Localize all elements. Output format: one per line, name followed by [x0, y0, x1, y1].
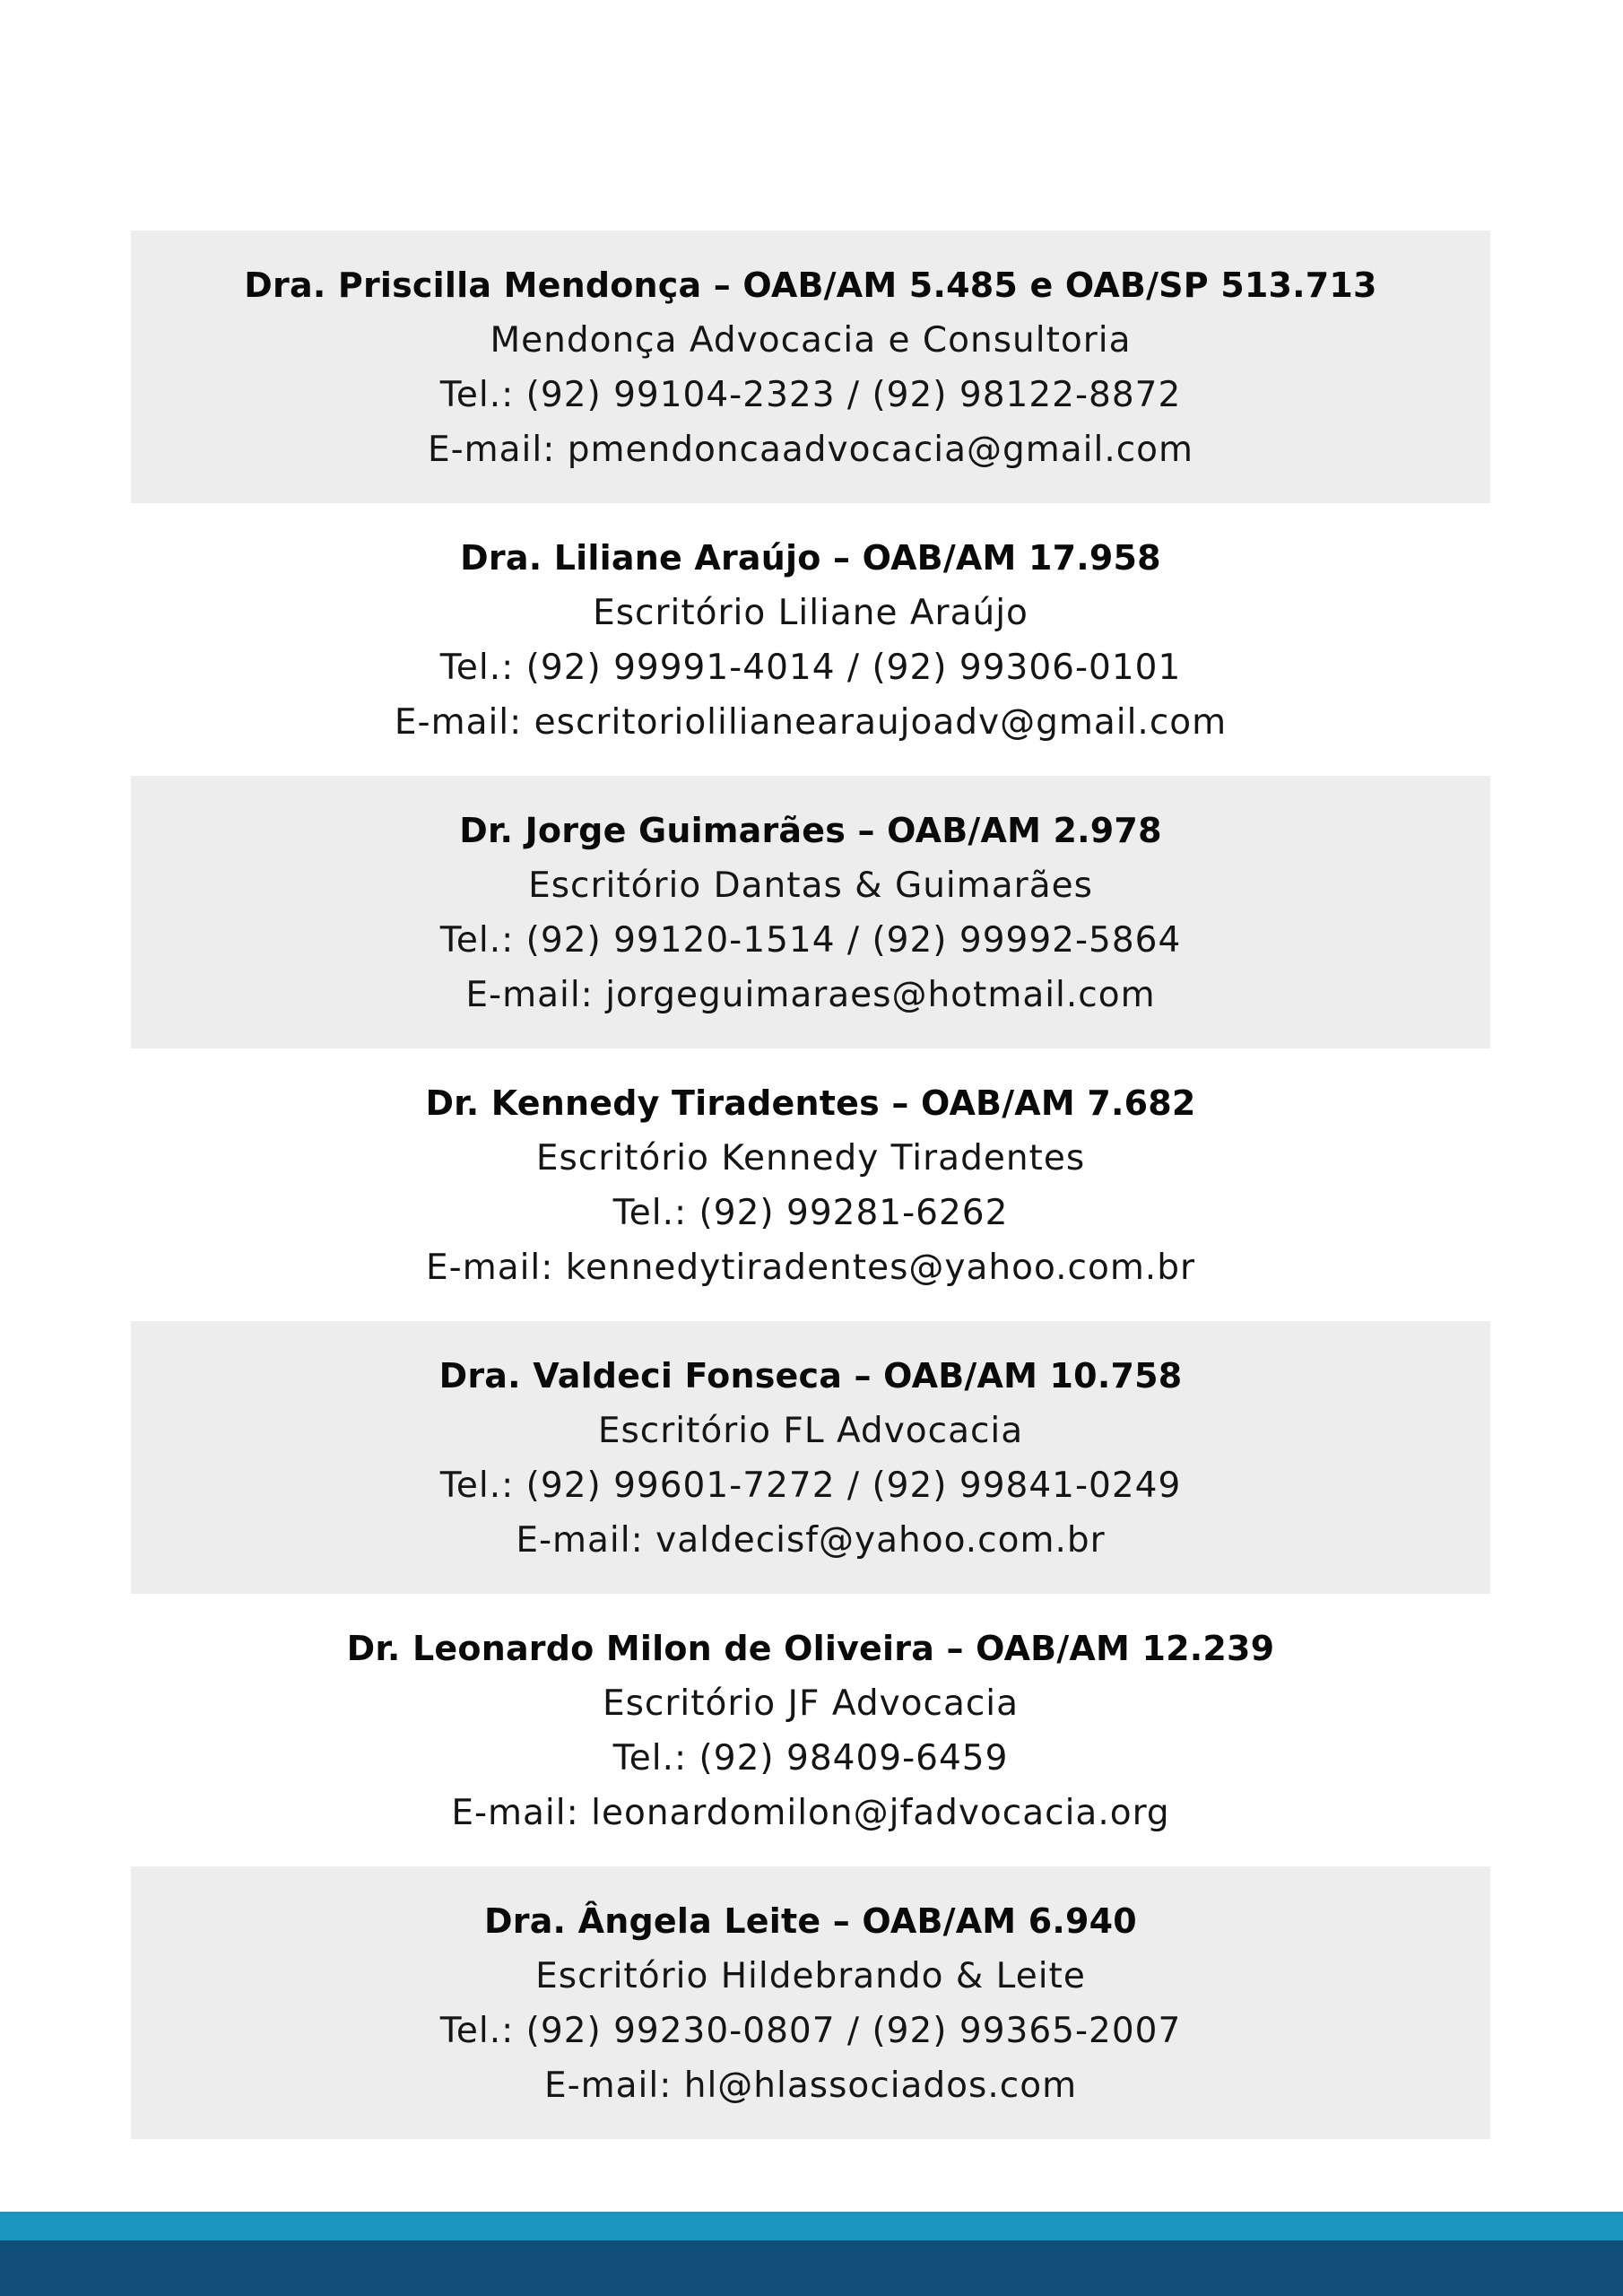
contact-card-liliane-araujo [131, 503, 1490, 776]
contact-phone: Tel.: (92) 99991-4014 / (92) 99306-0101 [439, 648, 1182, 688]
contact-office: Mendonça Advocacia e Consultoria [490, 320, 1132, 361]
contact-name: Dra. Liliane Araújo – OAB/AM 17.958 [460, 538, 1161, 578]
contact-email: E-mail: escritoriolilianearaujoadv@gmail.com [394, 702, 1228, 743]
lawyer-directory [131, 230, 1490, 2139]
contact-email: E-mail: hl@hlassociados.com [543, 2066, 1078, 2106]
contact-office: Escritório Dantas & Guimarães [528, 865, 1093, 906]
contact-name: Dra. Valdeci Fonseca – OAB/AM 10.758 [438, 1356, 1183, 1396]
contact-email: E-mail: kennedytiradentes@yahoo.com.br [425, 1248, 1195, 1288]
contact-office: Escritório Kennedy Tiradentes [535, 1138, 1086, 1178]
contact-phone: Tel.: (92) 99104-2323 / (92) 98122-8872 [439, 375, 1182, 415]
contact-office: Escritório FL Advocacia [597, 1411, 1024, 1451]
contact-name: Dra. Priscilla Mendonça – OAB/AM 5.485 e OAB/SP 513.713 [244, 265, 1377, 305]
contact-office: Escritório JF Advocacia [602, 1683, 1020, 1724]
contact-name: Dr. Kennedy Tiradentes – OAB/AM 7.682 [425, 1083, 1196, 1123]
footer-accent-band [0, 2212, 1623, 2240]
contact-email: E-mail: pmendoncaadvocacia@gmail.com [427, 430, 1194, 470]
contact-card-jorge-guimaraes [131, 776, 1490, 1048]
contact-card-leonardo-milon [131, 1594, 1490, 1866]
contact-phone: Tel.: (92) 98409-6459 [612, 1738, 1009, 1779]
contact-email: E-mail: leonardomilon@jfadvocacia.org [451, 1793, 1170, 1833]
contact-name: Dr. Leonardo Milon de Oliveira – OAB/AM 12.239 [346, 1629, 1275, 1668]
contact-office: Escritório Liliane Araújo [593, 593, 1028, 633]
contact-card-priscilla-mendonca [131, 230, 1490, 503]
contact-name: Dra. Ângela Leite – OAB/AM 6.940 [484, 1901, 1137, 1941]
footer-band [0, 2240, 1623, 2296]
contact-phone: Tel.: (92) 99281-6262 [612, 1193, 1009, 1233]
contact-phone: Tel.: (92) 99601-7272 / (92) 99841-0249 [439, 1465, 1182, 1506]
contact-card-angela-leite [131, 1866, 1490, 2139]
contact-name: Dr. Jorge Guimarães – OAB/AM 2.978 [459, 811, 1162, 850]
contact-phone: Tel.: (92) 99230-0807 / (92) 99365-2007 [439, 2011, 1182, 2051]
contact-office: Escritório Hildebrando & Leite [535, 1956, 1086, 1996]
contact-phone: Tel.: (92) 99120-1514 / (92) 99992-5864 [439, 920, 1182, 961]
contact-card-kennedy-tiradentes [131, 1048, 1490, 1321]
contact-email: E-mail: jorgeguimaraes@hotmail.com [465, 975, 1156, 1015]
contact-card-valdeci-fonseca [131, 1321, 1490, 1594]
contact-email: E-mail: valdecisf@yahoo.com.br [516, 1520, 1106, 1561]
